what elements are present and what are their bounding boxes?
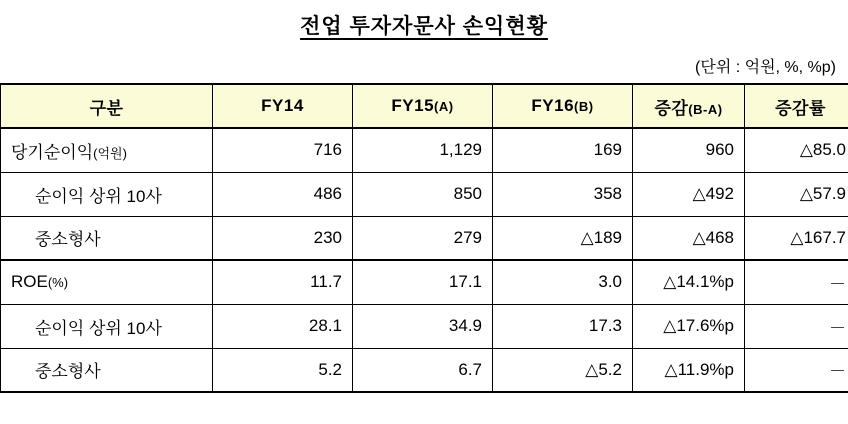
cell-value: △11.9%p <box>633 348 745 392</box>
row-label-sub: (%) <box>47 275 69 291</box>
cell-value: △189 <box>493 216 633 260</box>
cell-value: － <box>745 348 848 392</box>
table-header-row <box>1 84 848 128</box>
cell-value: 850 <box>353 172 493 216</box>
cell-value: △167.7 <box>745 216 848 260</box>
cell-value: 230 <box>213 216 353 260</box>
cell-value: 6.7 <box>353 348 493 392</box>
cell-value: 28.1 <box>213 304 353 348</box>
table-row <box>1 128 848 172</box>
table-row <box>1 348 848 392</box>
cell-value: － <box>745 304 848 348</box>
cell-value: △85.0 <box>745 128 848 172</box>
table-row <box>1 304 848 348</box>
page-title: 전업 투자자문사 손익현황 <box>300 15 548 38</box>
row-label <box>1 304 213 348</box>
row-label <box>1 128 213 172</box>
cell-value: 17.1 <box>353 260 493 304</box>
cell-value: △5.2 <box>493 348 633 392</box>
table-row <box>1 172 848 216</box>
row-label-text: 중소형사 <box>35 362 101 382</box>
column-header-3 <box>493 84 633 128</box>
column-header-5-main: 증감률 <box>775 98 826 118</box>
column-header-4 <box>633 84 745 128</box>
cell-value: △17.6%p <box>633 304 745 348</box>
column-header-4-main: 증감 <box>654 98 689 118</box>
column-header-2-sub: (A) <box>434 99 454 114</box>
row-label-text: ROE <box>11 272 48 292</box>
column-header-5 <box>745 84 848 128</box>
column-header-3-main: FY16 <box>531 96 575 115</box>
row-label <box>1 260 213 304</box>
unit-note: (단위 : 억원, %, %p) <box>695 59 836 76</box>
cell-value: △14.1%p <box>633 260 745 304</box>
row-label <box>1 216 213 260</box>
table-row <box>1 216 848 260</box>
row-label-text: 중소형사 <box>35 230 101 250</box>
cell-value: 960 <box>633 128 745 172</box>
cell-value: 358 <box>493 172 633 216</box>
row-label-text: 순이익 상위 10사 <box>35 318 162 338</box>
cell-value: △468 <box>633 216 745 260</box>
cell-value: 486 <box>213 172 353 216</box>
column-header-0-main: 구분 <box>89 98 124 118</box>
row-label <box>1 348 213 392</box>
cell-value: 3.0 <box>493 260 633 304</box>
column-header-1-main: FY14 <box>261 96 304 115</box>
table-row <box>1 260 848 304</box>
cell-value: 17.3 <box>493 304 633 348</box>
cell-value: 716 <box>213 128 353 172</box>
profit-loss-table <box>0 83 848 393</box>
column-header-3-sub: (B) <box>574 99 594 114</box>
cell-value: 11.7 <box>213 260 353 304</box>
cell-value: 5.2 <box>213 348 353 392</box>
cell-value: △57.9 <box>745 172 848 216</box>
column-header-4-sub: (B-A) <box>688 101 723 117</box>
cell-value: 1,129 <box>353 128 493 172</box>
column-header-0 <box>1 84 213 128</box>
cell-value: 279 <box>353 216 493 260</box>
column-header-2 <box>353 84 493 128</box>
cell-value: △492 <box>633 172 745 216</box>
column-header-1 <box>213 84 353 128</box>
row-label-sub: (억원) <box>93 145 127 161</box>
row-label <box>1 172 213 216</box>
cell-value: 169 <box>493 128 633 172</box>
cell-value: 34.9 <box>353 304 493 348</box>
column-header-2-main: FY15 <box>391 96 435 115</box>
cell-value: － <box>745 260 848 304</box>
row-label-text: 당기순이익 <box>11 142 94 162</box>
row-label-text: 순이익 상위 10사 <box>35 186 162 206</box>
